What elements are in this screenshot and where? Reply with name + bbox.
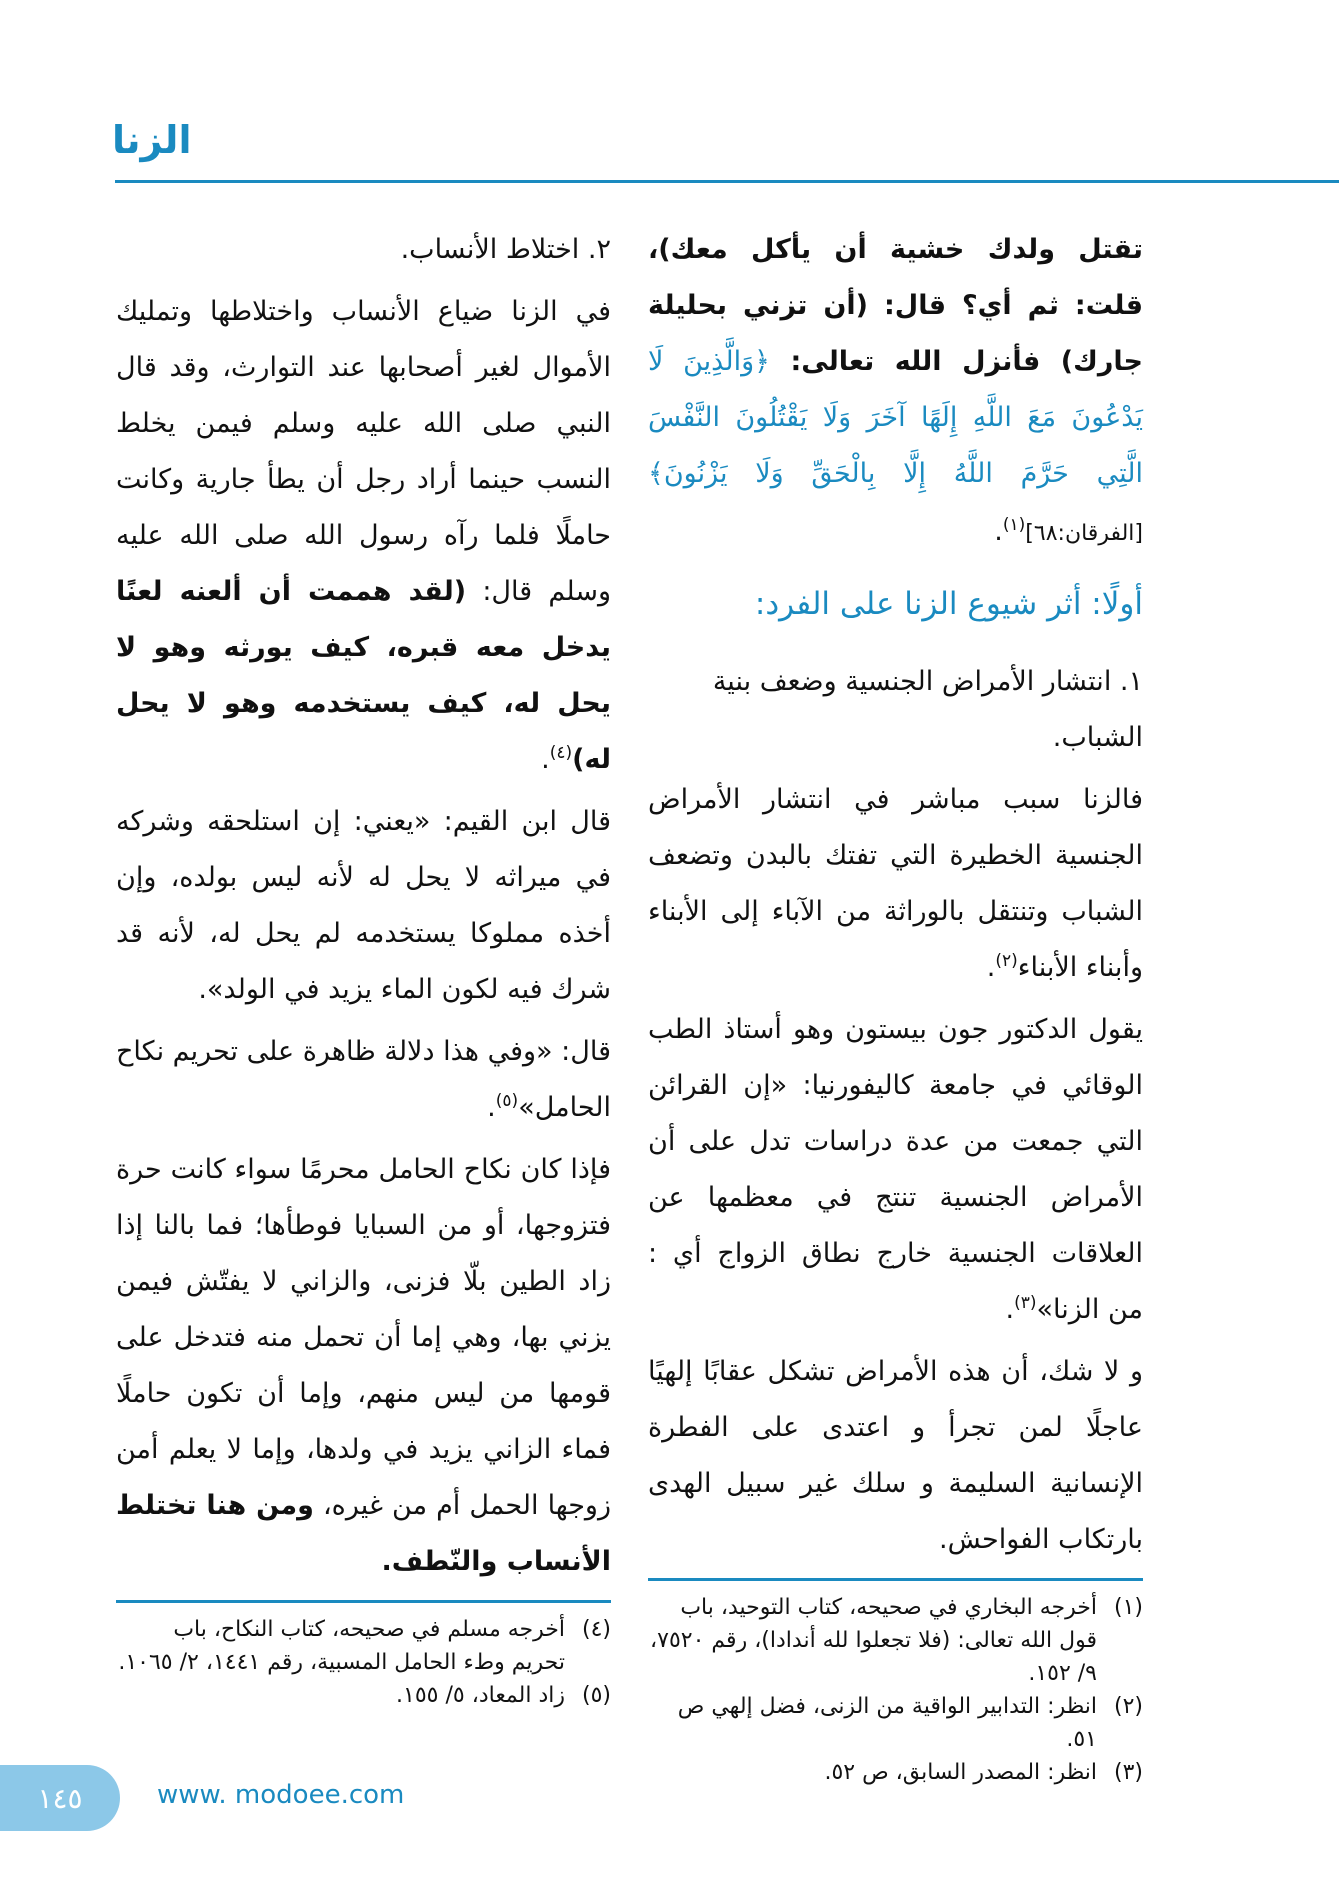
paragraph: يقول الدكتور جون بيستون وهو أستاذ الطب الوقائي في جامعة كاليفورنيا: «إن القرائن التي جمعت من عدة دراسات تدل على أن الأمراض الجنسية تنتج في معظمها عن العلاقات الجنسية خارج نطاق الزواج أي : من الزنا»$^{(٣)}$. xyxy=(648,1014,1143,1325)
footnote-text: انظر: المصدر السابق، ص ٥٢. xyxy=(824,1760,1097,1785)
footnote xyxy=(648,1756,1143,1789)
footnote-number: (٥) xyxy=(581,1683,611,1708)
hadith-paragraph: تقتل ولدك خشية أن يأكل معك)، قلت: ثم أي؟ قال: (أن تزني بحليلة جارك) فأنزل الله تعالى: ﴿وَالَّذِينَ لَا يَدْعُونَ مَعَ اللَّهِ إِلَهًا آخَرَ وَلَا يَقْتُلُونَ النَّفْسَ الَّتِي حَرَّمَ اللَّهُ إِلَّا بِالْحَقِّ وَلَا يَزْنُونَ﴾ [الفرقان:٦٨]$^{(١)}$. xyxy=(648,234,1143,547)
footnote-marker-3[interactable]: (٣) xyxy=(1014,1293,1037,1313)
paragraph-text: فالزنا سبب مباشر في انتشار الأمراض الجنسية الخطيرة التي تفتك بالبدن وتضعف الشباب وتنتقل بالوراثة من الآباء إلى الأبناء وأبناء الأبناء xyxy=(648,784,1143,983)
running-header-title: الزنا xyxy=(112,118,192,162)
footnote-number: (٣) xyxy=(1113,1760,1143,1785)
footnote-text: أخرجه البخاري في صحيحه، كتاب التوحيد، باب قول الله تعالى: (فلا تجعلوا لله أندادا)، رقم ٧٥٢٠، ٩/ ١٥٢. xyxy=(650,1595,1097,1686)
footnote xyxy=(648,1591,1143,1690)
paragraph-text: يقول الدكتور جون بيستون وهو أستاذ الطب الوقائي في جامعة كاليفورنيا: «إن القرائن التي جمعت من عدة دراسات تدل على أن الأمراض الجنسية تنتج في معظمها عن العلاقات الجنسية خارج نطاق الزواج أي : من الزنا» xyxy=(648,1014,1143,1325)
footnote-marker-1[interactable]: (١) xyxy=(1002,515,1026,535)
page-number-badge xyxy=(0,1765,120,1831)
paragraph-text: في الزنا ضياع الأنساب واختلاطها وتمليك الأموال لغير أصحابها عند التوارث، وقد قال النبي صلى الله عليه وسلم فيمن يخلط النسب حينما أراد رجل أن يطأ جارية وكانت حاملًا فلما رآه رسول الله صلى الله عليه وسلم قال: xyxy=(116,296,611,607)
footnote xyxy=(116,1613,611,1679)
paragraph: قال ابن القيم: «يعني: إن استلحقه وشركه في ميراثه لا يحل له لأنه ليس بولده، وإن أخذه مملوكا يستخدمه لم يحل له، لأنه قد شرك فيه لكون الماء يزيد في الولد». xyxy=(116,806,611,1005)
footnote-divider xyxy=(116,1600,611,1603)
header-divider xyxy=(115,180,1339,183)
website-link[interactable]: www. modoee.com xyxy=(157,1780,405,1810)
hadith-text: تقتل ولدك خشية أن يأكل معك)، قلت: ثم أي؟ قال: (أن تزني بحليلة جارك) فأنزل الله تعالى: xyxy=(648,234,1143,377)
footnote-divider xyxy=(648,1578,1143,1581)
footnote-text: أخرجه مسلم في صحيحه، كتاب النكاح، باب تحريم وطء الحامل المسبية، رقم ١٤٤١، ٢/ ١٠٦٥. xyxy=(118,1617,565,1675)
footnote-number: (١) xyxy=(1113,1595,1143,1620)
left-column xyxy=(116,222,611,1712)
footnote-number: (٤) xyxy=(581,1617,611,1642)
footnote-marker-2[interactable]: (٢) xyxy=(995,951,1018,971)
paragraph: قال: «وفي هذا دلالة ظاهرة على تحريم نكاح الحامل»$^{(٥)}$. xyxy=(116,1036,611,1123)
page-number: ١٤٥ xyxy=(37,1781,83,1815)
footnote-text: انظر: التدابير الواقية من الزنى، فضل إلهي ص ٥١. xyxy=(677,1694,1097,1752)
point-2-title: ٢. اختلاط الأنساب. xyxy=(400,234,611,265)
paragraph: و لا شك، أن هذه الأمراض تشكل عقابًا إلهيًا عاجلًا لمن تجرأ و اعتدى على الفطرة الإنسانية السليمة و سلك غير سبيل الهدى بارتكاب الفواحش. xyxy=(648,1356,1143,1555)
quran-verse: ﴿وَالَّذِينَ لَا يَدْعُونَ مَعَ اللَّهِ إِلَهًا آخَرَ وَلَا يَقْتُلُونَ النَّفْسَ الَّتِي حَرَّمَ اللَّهُ إِلَّا بِالْحَقِّ وَلَا يَزْنُونَ﴾ xyxy=(648,346,1143,489)
paragraph: فالزنا سبب مباشر في انتشار الأمراض الجنسية الخطيرة التي تفتك بالبدن وتضعف الشباب وتنتقل بالوراثة من الآباء إلى الأبناء وأبناء الأبناء$^{(٢)}$. xyxy=(648,784,1143,983)
paragraph: في الزنا ضياع الأنساب واختلاطها وتمليك الأموال لغير أصحابها عند التوارث، وقد قال النبي صلى الله عليه وسلم فيمن يخلط النسب حينما أراد رجل أن يطأ جارية وكانت حاملًا فلما رآه رسول الله صلى الله عليه وسلم قال: (لقد هممت أن ألعنه لعنًا يدخل معه قبره، كيف يورثه وهو لا يحل له، كيف يستخدمه وهو لا يحل له)$^{(٤)}$. xyxy=(116,296,611,775)
paragraph-text: قال: «وفي هذا دلالة ظاهرة على تحريم نكاح الحامل» xyxy=(116,1036,611,1123)
footnote-marker-4[interactable]: (٤) xyxy=(549,743,573,763)
paragraph xyxy=(116,1142,611,1590)
footnote xyxy=(648,1690,1143,1756)
footnote-text: زاد المعاد، ٥/ ١٥٥. xyxy=(396,1683,565,1708)
paragraph-conclusion: ومن هنا تختلط الأنساب والنّطف. xyxy=(116,1490,611,1577)
paragraph-text: فإذا كان نكاح الحامل محرمًا سواء كانت حرة فتزوجها، أو من السبايا فوطأها؛ فما بالنا إذا زاد الطين بلّا فزنى، والزاني لا يفتّش فيمن يزني بها، وهي إما أن تحمل منه فتدخل على قومها من ليس منهم، وإما أن تكون حاملًا فماء الزاني يزيد في ولدها، وإما لا يعلم أمن زوجها الحمل أم من غيره، xyxy=(116,1154,612,1521)
hadith-quote: (لقد هممت أن ألعنه لعنًا يدخل معه قبره، كيف يورثه وهو لا يحل له، كيف يستخدمه وهو لا يحل له) xyxy=(116,576,611,775)
point-1-title: ١. انتشار الأمراض الجنسية وضعف بنية الشباب. xyxy=(712,666,1143,753)
section-heading: أولًا: أثر شيوع الزنا على الفرد: xyxy=(754,586,1143,622)
footnote-number: (٢) xyxy=(1113,1694,1143,1719)
footnote-marker-5[interactable]: (٥) xyxy=(495,1091,519,1111)
verse-reference: [الفرقان:٦٨] xyxy=(1025,521,1143,546)
footnote xyxy=(116,1679,611,1712)
right-column xyxy=(648,222,1143,1789)
